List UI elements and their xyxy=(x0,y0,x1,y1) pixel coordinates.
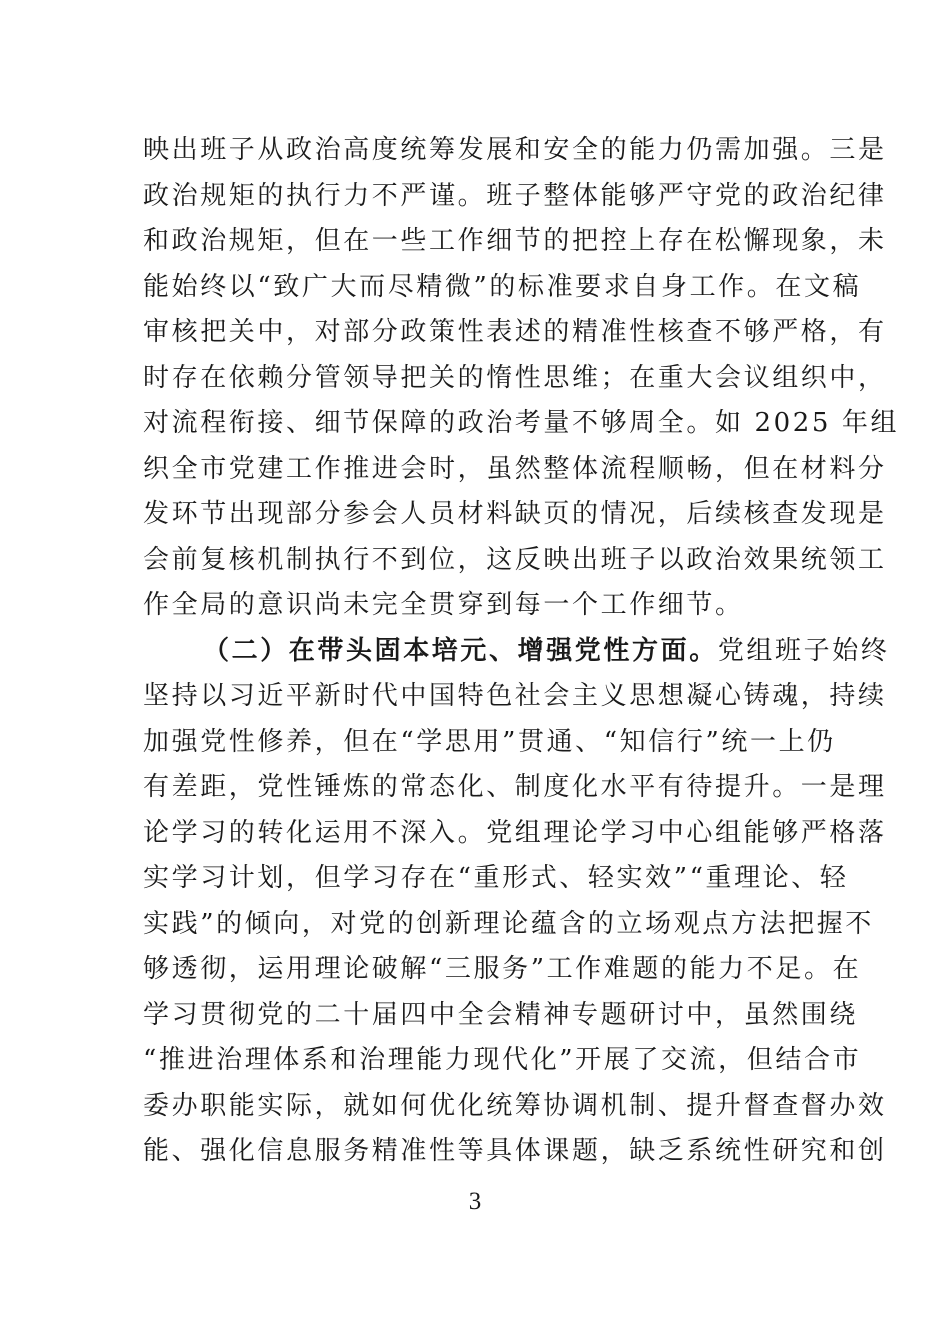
paragraph-line: 实学习计划，但学习存在“重形式、轻实效”“重理论、轻 xyxy=(143,863,849,893)
paragraph-line: 映出班子从政治高度统筹发展和安全的能力仍需加强。三是 xyxy=(143,135,887,165)
paragraph-line: 发环节出现部分参会人员材料缺页的情况，后续核查发现是 xyxy=(143,499,887,529)
paragraph-line: 学习贯彻党的二十届四中全会精神专题研讨中，虽然围绕 xyxy=(143,999,859,1030)
paragraph-line: 会前复核机制执行不到位，这反映出班子以政治效果统领工 xyxy=(143,544,887,575)
body-text xyxy=(143,128,900,1175)
paragraph-line: 政治规矩的执行力不严谨。班子整体能够严守党的政治纪律 xyxy=(143,180,887,211)
paragraph-line: 委办职能实际，就如何优化统筹协调机制、提升督查督办效 xyxy=(143,1090,887,1121)
paragraph-line: 对流程衔接、细节保障的政治考量不够周全。如 2025 年组 xyxy=(143,408,900,438)
section-heading-line xyxy=(143,629,890,675)
section-heading-tail: 党组班子始终 xyxy=(717,635,890,666)
paragraph-line: 有差距，党性锤炼的常态化、制度化水平有待提升。一是理 xyxy=(143,772,887,802)
paragraph-line: 坚持以习近平新时代中国特色社会主义思想凝心铸魂，持续 xyxy=(143,681,887,711)
section-heading: （二）在带头固本培元、增强党性方面。 xyxy=(203,635,718,666)
page-number: 3 xyxy=(468,1188,482,1215)
paragraph-line: 能、强化信息服务精准性等具体课题，缺乏系统性研究和创 xyxy=(143,1136,887,1166)
paragraph-line: 作全局的意识尚未完全贯穿到每一个工作细节。 xyxy=(143,590,744,620)
paragraph-line: 实践”的倾向，对党的创新理论蕴含的立场观点方法把握不 xyxy=(143,908,874,939)
paragraph-line: 论学习的转化运用不深入。党组理论学习中心组能够严格落 xyxy=(143,817,887,848)
paragraph-line: 加强党性修养，但在“学思用”贯通、“知信行”统一上仍 xyxy=(143,726,836,757)
paragraph-line: “推进治理体系和治理能力现代化”开展了交流，但结合市 xyxy=(143,1045,862,1075)
paragraph-line: 和政治规矩，但在一些工作细节的把控上存在松懈现象，未 xyxy=(143,226,887,256)
paragraph-line: 够透彻，运用理论破解“三服务”工作难题的能力不足。在 xyxy=(143,954,862,984)
paragraph-line: 时存在依赖分管领导把关的惰性思维；在重大会议组织中， xyxy=(143,362,887,393)
paragraph-line: 审核把关中，对部分政策性表述的精准性核查不够严格，有 xyxy=(143,317,887,347)
paragraph-line: 织全市党建工作推进会时，虽然整体流程顺畅，但在材料分 xyxy=(143,453,887,484)
paragraph-line: 能始终以“致广大而尽精微”的标准要求自身工作。在文稿 xyxy=(143,271,862,302)
